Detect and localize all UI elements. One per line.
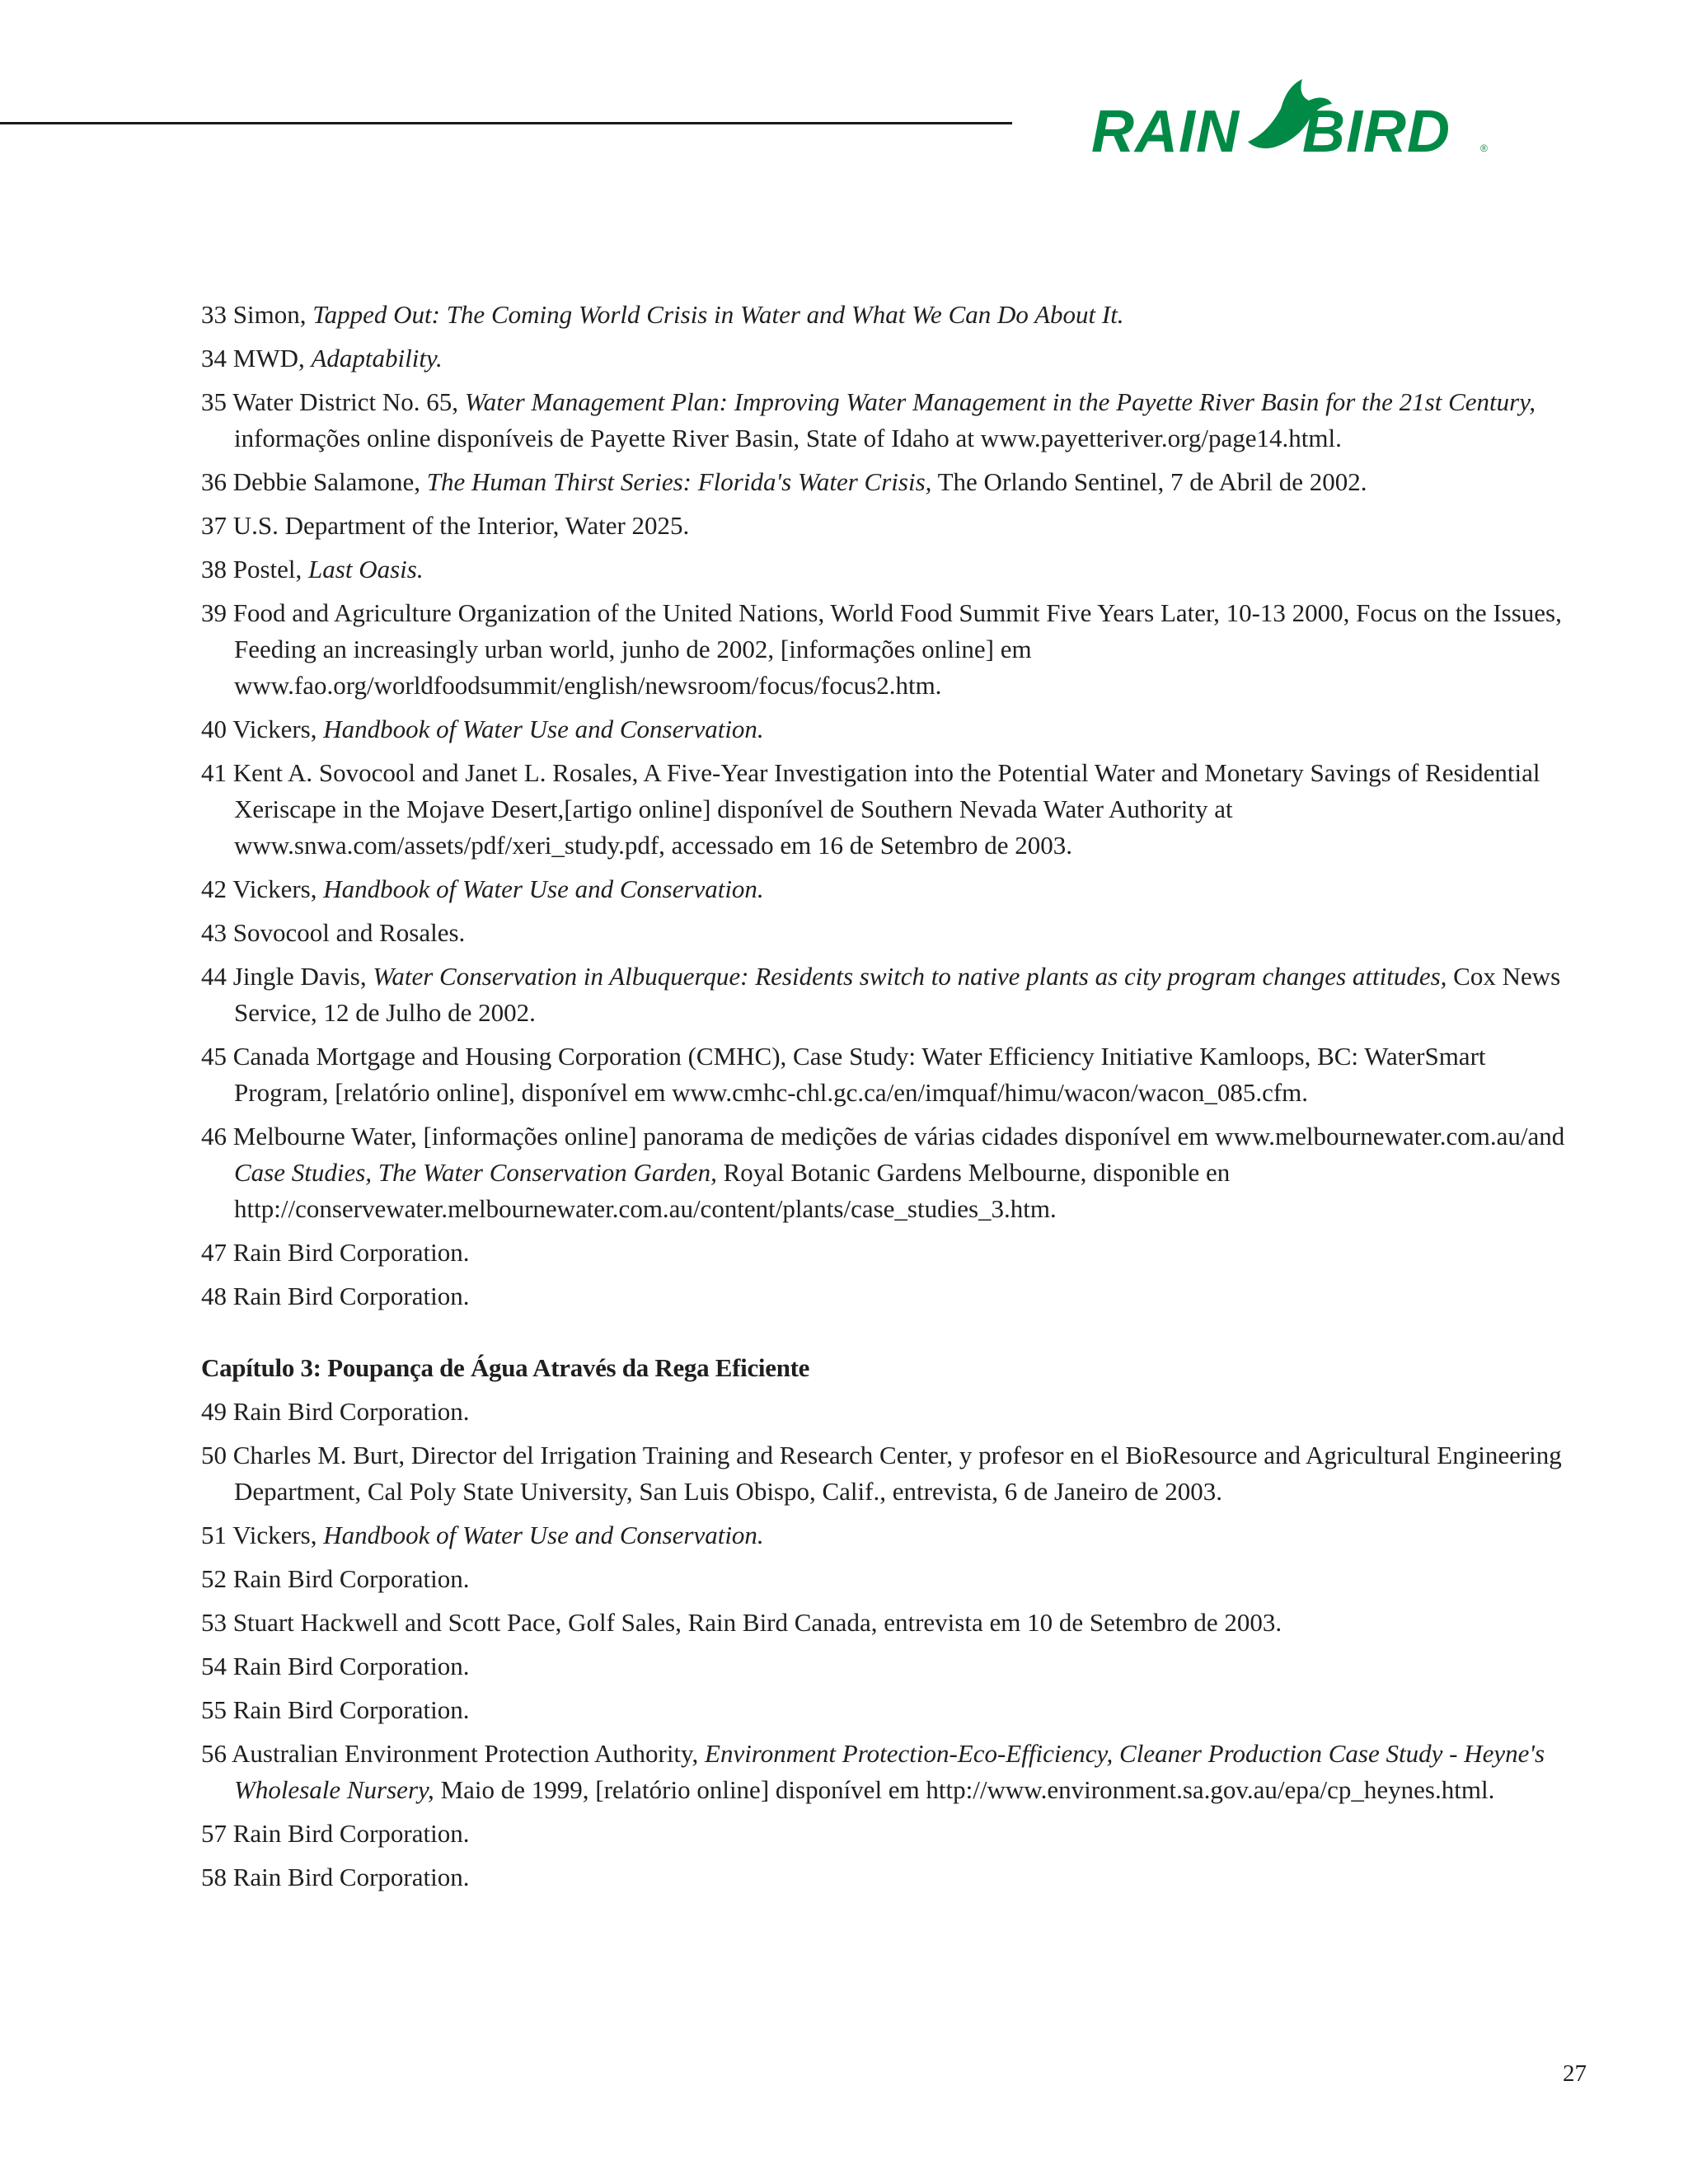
endnote-45 bbox=[201, 1038, 1569, 1111]
page-number: 27 bbox=[1563, 2060, 1587, 2087]
endnote-text: Rain Bird Corporation. bbox=[232, 1282, 470, 1310]
endnote-title: Last Oasis. bbox=[308, 555, 424, 583]
endnote-text: MWD, bbox=[232, 344, 312, 373]
endnote-text: The Orlando Sentinel, 7 de Abril de 2002. bbox=[931, 467, 1367, 496]
endnote-55 bbox=[201, 1692, 1569, 1728]
endnote-text: Vickers, bbox=[232, 1521, 324, 1549]
endnote-44 bbox=[201, 958, 1569, 1031]
endnote-number: 56 bbox=[201, 1739, 232, 1768]
endnote-title: Case Studies, The Water Conservation Garden, bbox=[234, 1158, 717, 1187]
endnote-58 bbox=[201, 1859, 1569, 1896]
endnote-text: Charles M. Burt, Director del Irrigation Training and Research Center, y profesor en el BioResource and Agricultural Engineering Department, Cal Poly State University, San Luis Obispo, Calif., entrevista, 6 de Janeiro de 2003. bbox=[232, 1441, 1562, 1506]
endnote-number: 37 bbox=[201, 511, 233, 540]
endnote-title: The Human Thirst Series: Florida's Water Crisis, bbox=[426, 467, 932, 496]
endnote-36 bbox=[201, 464, 1569, 500]
endnote-text: Royal Botanic Gardens Melbourne, disponible en http://conservewater.melbournewater.com.au/content/plants/case_studies_3.htm. bbox=[234, 1158, 1231, 1223]
endnote-text: Kent A. Sovocool and Janet L. Rosales, A Five-Year Investigation into the Potential Water and Monetary Savings of Residential Xeriscape in the Mojave Desert,[artigo online] disponível de Southern Nevada Water Authority at www.snwa.com/assets/pdf/xeri_study.pdf, accessado em 16 de Setembro de 2003. bbox=[232, 758, 1540, 860]
endnote-number: 42 bbox=[201, 874, 233, 903]
endnote-51 bbox=[201, 1517, 1569, 1554]
logo-text-bird: BIRD bbox=[1302, 99, 1451, 163]
endnote-title: Handbook of Water Use and Conservation. bbox=[323, 715, 764, 743]
endnote-text: informações online disponíveis de Payette River Basin, State of Idaho at www.payetteriver.org/page14.html. bbox=[234, 424, 1342, 452]
endnote-text: Melbourne Water, [informações online] panorama de medições de várias cidades disponível em www.melbournewater.com.au/and bbox=[232, 1122, 1565, 1151]
endnote-title: Handbook of Water Use and Conservation. bbox=[323, 1521, 764, 1549]
endnote-54 bbox=[201, 1648, 1569, 1685]
endnote-number: 34 bbox=[201, 344, 233, 373]
section-heading: Capítulo 3: Poupança de Água Através da Rega Eficiente bbox=[201, 1353, 810, 1382]
endnote-text: Stuart Hackwell and Scott Pace, Golf Sales, Rain Bird Canada, entrevista em 10 de Setembro de 2003. bbox=[232, 1608, 1282, 1637]
endnote-title: Water Management Plan: Improving Water Management in the Payette River Basin for the 21st Century, bbox=[464, 387, 1536, 416]
endnote-text: Sovocool and Rosales. bbox=[232, 918, 466, 947]
endnote-number: 41 bbox=[201, 758, 233, 787]
endnote-46 bbox=[201, 1118, 1569, 1227]
logo-text-rain: RAIN bbox=[1091, 99, 1240, 163]
endnote-57 bbox=[201, 1816, 1569, 1852]
endnote-text: Rain Bird Corporation. bbox=[232, 1652, 470, 1680]
endnote-number: 54 bbox=[201, 1652, 233, 1680]
endnote-48 bbox=[201, 1278, 1569, 1315]
endnote-text: Water District No. 65, bbox=[232, 387, 465, 416]
endnote-39 bbox=[201, 595, 1569, 704]
endnote-text: Debbie Salamone, bbox=[232, 467, 427, 496]
endnote-33 bbox=[201, 297, 1569, 333]
endnote-text: Cox News Service, 12 de Julho de 2002. bbox=[234, 962, 1561, 1027]
endnote-text: Rain Bird Corporation. bbox=[232, 1564, 470, 1593]
endnote-text: Postel, bbox=[232, 555, 309, 583]
endnote-text: Rain Bird Corporation. bbox=[232, 1238, 470, 1267]
endnote-text: Canada Mortgage and Housing Corporation (CMHC), Case Study: Water Efficiency Initiative Kamloops, BC: WaterSmart Program, [relatório online], disponível em www.cmhc-chl.gc.ca/en/imquaf/himu/wacon/wacon_085.cfm. bbox=[232, 1042, 1486, 1107]
endnote-text: Rain Bird Corporation. bbox=[232, 1695, 470, 1724]
endnote-title: Environment Protection-Eco-Efficiency, Cleaner Production Case Study - Heyne's Wholesale Nursery, bbox=[234, 1739, 1545, 1804]
endnote-title: Water Conservation in Albuquerque: Residents switch to native plants as city program changes attitudes, bbox=[373, 962, 1447, 991]
endnote-number: 48 bbox=[201, 1282, 233, 1310]
endnotes-part2 bbox=[201, 1394, 1569, 1896]
endnote-text: Vickers, bbox=[232, 874, 324, 903]
endnote-34 bbox=[201, 340, 1569, 377]
endnote-text: Rain Bird Corporation. bbox=[232, 1397, 470, 1426]
endnote-number: 58 bbox=[201, 1863, 233, 1891]
endnote-number: 44 bbox=[201, 962, 233, 991]
endnote-number: 50 bbox=[201, 1441, 233, 1469]
registered-mark: ® bbox=[1480, 143, 1488, 154]
endnote-number: 45 bbox=[201, 1042, 233, 1071]
rain-bird-logo bbox=[1086, 73, 1495, 163]
endnotes-part1 bbox=[201, 297, 1569, 1315]
endnote-number: 46 bbox=[201, 1122, 233, 1151]
endnote-40 bbox=[201, 711, 1569, 748]
endnote-number: 49 bbox=[201, 1397, 233, 1426]
endnote-text: Food and Agriculture Organization of the United Nations, World Food Summit Five Years Later, 10-13 2000, Focus on the Issues, Feeding an increasingly urban world, junho de 2002, [informações online] em www.fao.org/worldfoodsummit/english/newsroom/focus/focus2.htm. bbox=[232, 598, 1562, 700]
endnote-title: Adaptability. bbox=[311, 344, 443, 373]
endnote-56 bbox=[201, 1736, 1569, 1808]
endnote-41 bbox=[201, 755, 1569, 864]
endnote-number: 57 bbox=[201, 1819, 233, 1848]
svg-text:BIRD bbox=[1302, 99, 1451, 163]
endnote-35 bbox=[201, 384, 1569, 457]
endnote-text: Australian Environment Protection Authority, bbox=[232, 1739, 706, 1768]
endnote-43 bbox=[201, 915, 1569, 951]
endnote-title: Tapped Out: The Coming World Crisis in Water and What We Can Do About It. bbox=[312, 300, 1124, 329]
endnote-text: Rain Bird Corporation. bbox=[232, 1819, 470, 1848]
endnote-38 bbox=[201, 551, 1569, 588]
endnote-52 bbox=[201, 1561, 1569, 1597]
endnote-number: 36 bbox=[201, 467, 233, 496]
endnote-number: 35 bbox=[201, 387, 233, 416]
endnote-text: Rain Bird Corporation. bbox=[232, 1863, 470, 1891]
endnote-50 bbox=[201, 1437, 1569, 1510]
endnote-number: 53 bbox=[201, 1608, 233, 1637]
endnote-text: U.S. Department of the Interior, Water 2025. bbox=[232, 511, 690, 540]
endnote-number: 51 bbox=[201, 1521, 233, 1549]
endnote-47 bbox=[201, 1235, 1569, 1271]
header-rule bbox=[0, 122, 1012, 124]
endnote-text: Simon, bbox=[232, 300, 313, 329]
endnote-number: 55 bbox=[201, 1695, 233, 1724]
endnote-number: 33 bbox=[201, 300, 233, 329]
endnote-number: 38 bbox=[201, 555, 233, 583]
endnote-text: Vickers, bbox=[232, 715, 324, 743]
endnote-49 bbox=[201, 1394, 1569, 1430]
endnote-53 bbox=[201, 1605, 1569, 1641]
endnote-number: 39 bbox=[201, 598, 233, 627]
endnote-number: 47 bbox=[201, 1238, 233, 1267]
endnote-number: 43 bbox=[201, 918, 233, 947]
endnote-title: Handbook of Water Use and Conservation. bbox=[323, 874, 764, 903]
endnote-text: Maio de 1999, [relatório online] disponível em http://www.environment.sa.gov.au/epa/cp_heynes.html. bbox=[434, 1775, 1495, 1804]
endnotes bbox=[201, 297, 1569, 1903]
endnote-number: 52 bbox=[201, 1564, 233, 1593]
endnote-42 bbox=[201, 871, 1569, 907]
endnote-37 bbox=[201, 508, 1569, 544]
endnote-text: Jingle Davis, bbox=[232, 962, 373, 991]
svg-text:RAIN bbox=[1091, 99, 1240, 163]
endnote-number: 40 bbox=[201, 715, 233, 743]
